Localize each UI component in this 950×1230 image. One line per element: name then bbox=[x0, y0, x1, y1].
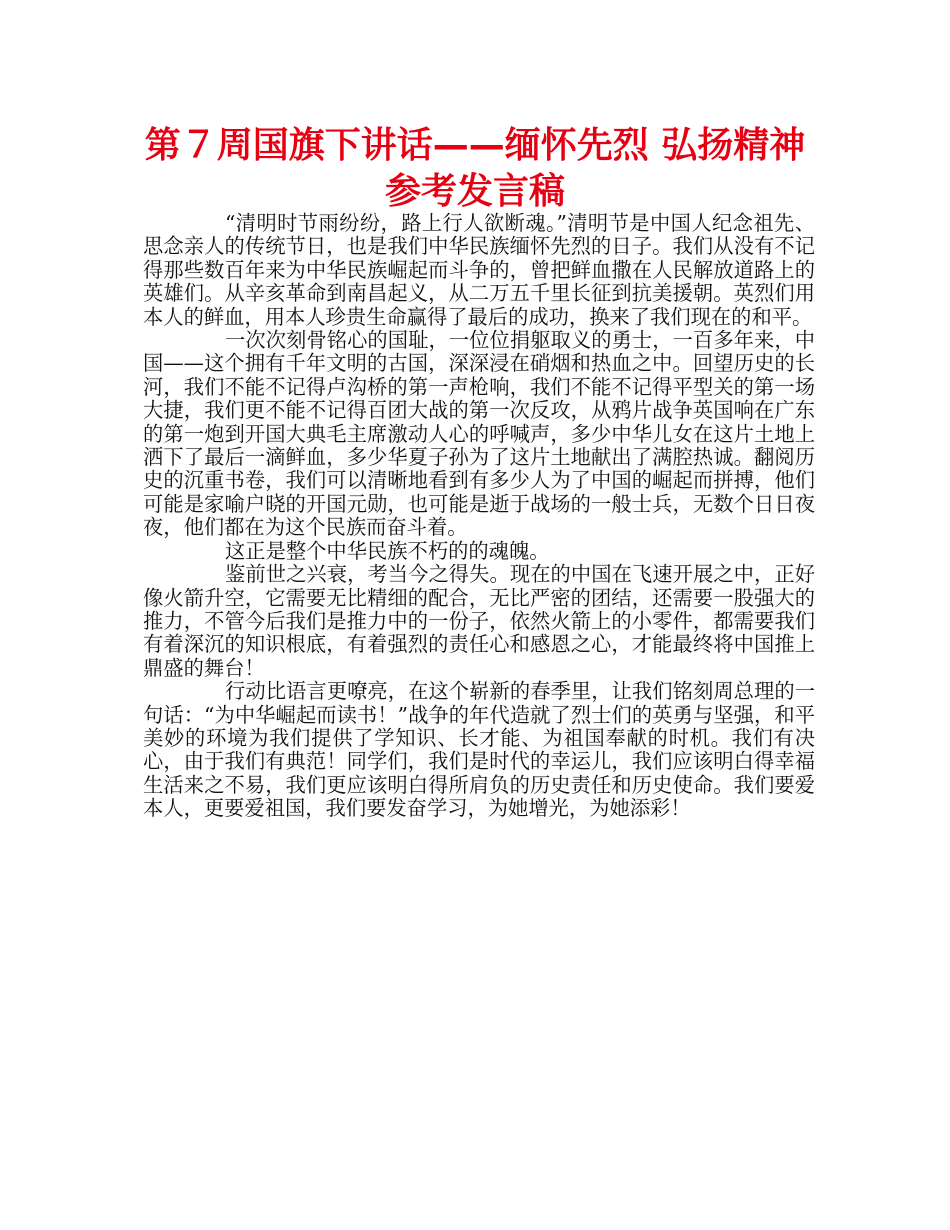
paragraph-4: 鉴前世之兴衰，考当今之得失。现在的中国在飞速开展之中，正好像火箭升空，它需要无比精细的配合，无比严密的团结，还需要一股强大的推力，不管今后我们是推力中的一份子，依然火箭上的小零件，都需要我们有着深沉的知识根底，有着强烈的责任心和感恩之心，才能最终将中国推上鼎盛的舞台！ bbox=[143, 562, 815, 680]
paragraph-5: 行动比语言更嘹亮，在这个崭新的春季里，让我们铭刻周总理的一句话：“为中华崛起而读书！”战争的年代造就了烈士们的英勇与坚强，和平美妙的环境为我们提供了学知识、长才能、为祖国奉献的时机。我们有决心，由于我们有典范！同学们，我们是时代的幸运儿，我们应该明白得幸福生活来之不易，我们更应该明白得所肩负的历史责任和历史使命。我们要爱本人，更要爱祖国，我们要发奋学习，为她增光，为她添彩！ bbox=[143, 679, 815, 821]
document-title-line-2: 参考发言稿 bbox=[384, 171, 565, 212]
paragraph-3: 这正是整个中华民族不朽的的魂魄。 bbox=[225, 538, 550, 563]
paragraph-1: “清明时节雨纷纷，路上行人欲断魂。”清明节是中国人纪念祖先、思念亲人的传统节日，也是我们中华民族缅怀先烈的日子。我们从没有不记得那些数百年来为中华民族崛起而斗争的，曾把鲜血撒在人民解放道路上的英雄们。从辛亥革命到南昌起义，从二万五千里长征到抗美援朝。英烈们用本人的鲜血，用本人珍贵生命赢得了最后的成功，换来了我们现在的和平。 bbox=[143, 211, 815, 329]
document-title-line-1: 第７周国旗下讲话——缅怀先烈 弘扬精神 bbox=[144, 125, 806, 166]
paragraph-2: 一次次刻骨铭心的国耻，一位位捐躯取义的勇士，一百多年来，中国——这个拥有千年文明的古国，深深浸在硝烟和热血之中。回望历史的长河，我们不能不记得卢沟桥的第一声枪响，我们不能不记得平型关的第一场大捷，我们更不能不记得百团大战的第一次反攻，从鸦片战争英国响在广东的第一炮到开国大典毛主席激动人心的呼喊声，多少中华儿女在这片土地上洒下了最后一滴鲜血，多少华夏子孙为了这片土地献出了满腔热诚。翻阅历史的沉重书卷，我们可以清晰地看到有多少人为了中国的崛起而拼搏，他们可能是家喻户晓的开国元勋，也可能是逝于战场的一般士兵，无数个日日夜夜，他们都在为这个民族而奋斗着。 bbox=[143, 328, 815, 540]
document-body bbox=[143, 212, 815, 821]
